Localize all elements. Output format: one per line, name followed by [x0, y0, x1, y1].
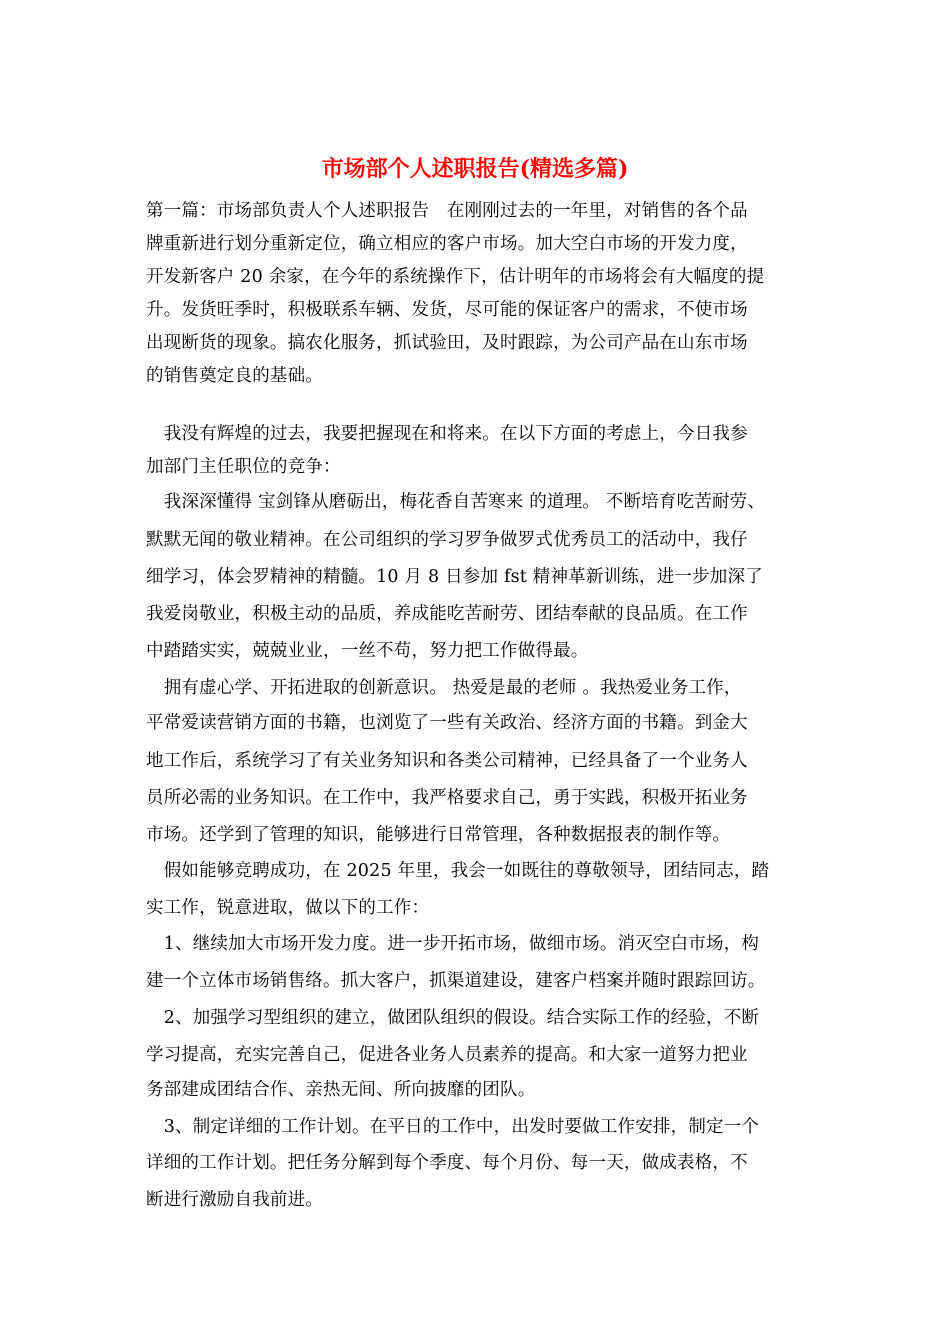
body-line: 3、制定详细的工作计划。在平日的工作中，出发时要做工作安排，制定一个: [146, 1117, 760, 1137]
body-line: 第一篇：市场部负责人个人述职报告 在刚刚过去的一年里，对销售的各个品: [146, 201, 748, 221]
body-line: 假如能够竞聘成功，在 2025 年里，我会一如既往的尊敬领导，团结同志，踏: [146, 861, 770, 881]
body-line: 默默无闻的敬业精神。在公司组织的学习罗争做罗式优秀员工的活动中，我仔: [146, 530, 748, 550]
body-line: 断进行激励自我前进。: [146, 1190, 323, 1210]
body-line: 实工作，锐意进取，做以下的工作：: [146, 898, 430, 918]
body-line: 学习提高，充实完善自己，促进各业务人员素养的提高。和大家一道努力把业: [146, 1045, 748, 1065]
body-line: 2、加强学习型组织的建立，做团队组织的假设。结合实际工作的经验，不断: [146, 1008, 760, 1028]
body-line: 平常爱读营销方面的书籍，也浏览了一些有关政治、经济方面的书籍。到金大: [146, 713, 748, 733]
body-line: 我爱岗敬业，积极主动的品质，养成能吃苦耐劳、团结奉献的良品质。在工作: [146, 604, 748, 624]
body-line: 开发新客户 20 余家，在今年的系统操作下，估计明年的市场将会有大幅度的提: [146, 267, 765, 287]
body-line: 详细的工作计划。把任务分解到每个季度、每个月份、每一天，做成表格，不: [146, 1153, 748, 1173]
body-line: 中踏踏实实，兢兢业业，一丝不苟，努力把工作做得最。: [146, 641, 589, 661]
body-line: 我没有辉煌的过去，我要把握现在和将来。在以下方面的考虑上，今日我参: [146, 424, 748, 444]
body-line: 的销售奠定良的基础。: [146, 366, 323, 386]
body-line: 建一个立体市场销售络。抓大客户，抓渠道建设，建客户档案并随时跟踪回访。: [146, 971, 766, 991]
body-line: 细学习，体会罗精神的精髓。10 月 8 日参加 fst 精神革新训练，进一步加深了: [146, 567, 763, 587]
body-line: 出现断货的现象。搞农化服务，抓试验田，及时跟踪，为公司产品在山东市场: [146, 333, 748, 353]
body-line: 1、继续加大市场开发力度。进一步开拓市场，做细市场。消灭空白市场，构: [146, 934, 760, 954]
document-title: 市场部个人述职报告(精选多篇): [321, 156, 629, 182]
body-line: 拥有虚心学、开拓进取的创新意识。 热爱是最的老师 。我热爱业务工作，: [146, 678, 742, 698]
body-line: 加部门主任职位的竞争：: [146, 457, 341, 477]
body-line: 我深深懂得 宝剑锋从磨砺出，梅花香自苦寒来 的道理。 不断培育吃苦耐劳、: [146, 492, 766, 512]
body-line: 牌重新进行划分重新定位，确立相应的客户市场。加大空白市场的开发力度，: [146, 234, 748, 254]
body-line: 市场。还学到了管理的知识，能够进行日常管理，各种数据报表的制作等。: [146, 825, 731, 845]
body-line: 升。发货旺季时，积极联系车辆、发货，尽可能的保证客户的需求，不使市场: [146, 300, 748, 320]
body-line: 务部建成团结合作、亲热无间、所向披靡的团队。: [146, 1080, 536, 1100]
body-line: 地工作后，系统学习了有关业务知识和各类公司精神，已经具备了一个业务人: [146, 751, 748, 771]
body-line: 员所必需的业务知识。在工作中，我严格要求自己，勇于实践，积极开拓业务: [146, 788, 748, 808]
